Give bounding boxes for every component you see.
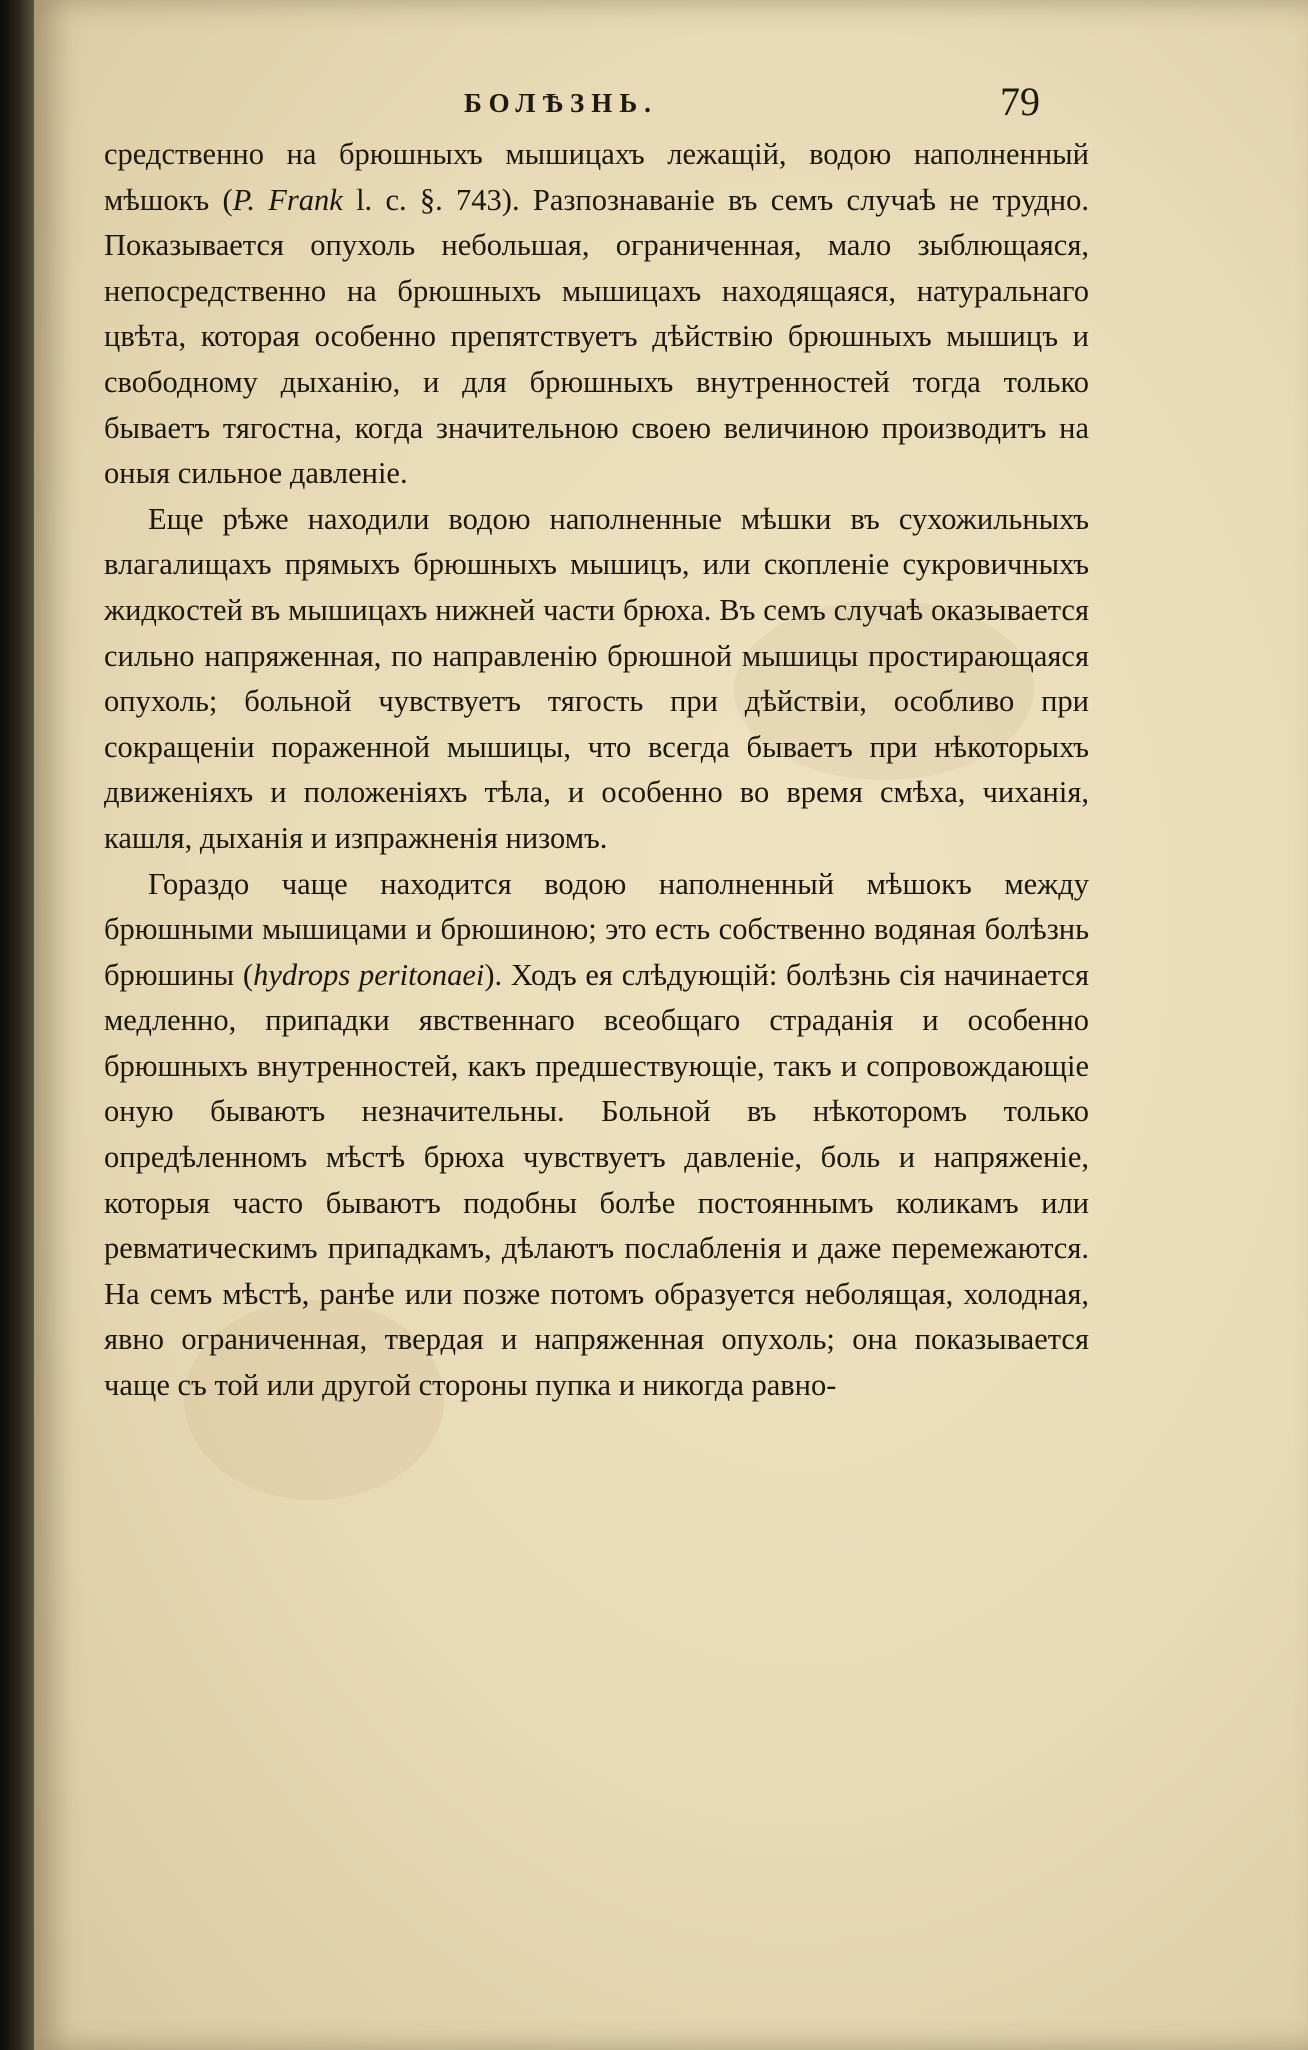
paragraph-1-text-b: l. c. §. 743). Разпознаваніе въ семъ случаѣ не трудно. Показывается опухоль небольшая, ограниченная, мало зыблющаяся, непосредственно на брюшныхъ мышицахъ находящаяся, натуральнаго цвѣта, которая особенно препятствуетъ дѣйствію брюшныхъ мышицъ и свободному дыханію, и для брюшныхъ внутренностей тогда только бываетъ тягостна, когда значительною своею величиною производитъ на оныя сильное давленіе. <box>104 182 1089 491</box>
body-text <box>104 132 1089 1409</box>
paragraph-3-latin-term: hydrops peritonaei <box>253 957 485 992</box>
page-number: 79 <box>1000 79 1040 124</box>
running-head-title: БОЛѢЗНЬ. <box>464 88 658 118</box>
paragraph-1 <box>104 132 1089 497</box>
paragraph-1-text-a: средственно на брюшныхъ мышицахъ лежащій, водою наполненный мѣшокъ ( <box>104 137 1089 217</box>
paragraph-1-citation-author: P. Frank <box>232 182 343 217</box>
book-page <box>34 0 1308 2050</box>
running-head <box>34 78 1308 128</box>
paragraph-2-text: Еще рѣже находили водою наполненные мѣшки въ сухожильныхъ влагалищахъ прямыхъ брюшныхъ мышицъ, или скопленіе сукровичныхъ жидкостей въ мышицахъ нижней части брюха. Въ семъ случаѣ оказывается сильно напряженная, по направленію брюшной мышицы простирающаяся опухоль; больной чувствуетъ тягость при дѣйствіи, особливо при сокращеніи пораженной мышицы, что всегда бываетъ при нѣкоторыхъ движеніяхъ и положеніяхъ тѣла, и особенно во время смѣха, чиханія, кашля, дыханія и изпражненія низомъ. <box>104 501 1089 855</box>
paragraph-3-text-b: ). Ходъ ея слѣдующій: болѣзнь сія начинается медленно, припадки явственнаго всеобщаго страданія и особенно брюшныхъ внутренностей, какъ предшествующіе, такъ и сопровождающіе оную бываютъ незначительны. Больной въ нѣкоторомъ только опредѣленномъ мѣстѣ брюха чувствуетъ давленіе, боль и напряженіе, которыя часто бываютъ подобны болѣе постояннымъ коликамъ или ревматическимъ припадкамъ, дѣлаютъ послабленія и даже перемежаются. На семъ мѣстѣ, ранѣе или позже потомъ образуется неболящая, холодная, явно ограниченная, твердая и напряженная опухоль; она показывается чаще съ той или другой стороны пупка и никогда равно- <box>104 957 1089 1403</box>
book-gutter <box>0 0 34 2050</box>
paragraph-3-text-a: Гораздо чаще находится водою наполненный мѣшокъ между брюшными мышицами и брюшиною; это есть собственно водяная болѣзнь брюшины ( <box>104 866 1089 992</box>
paragraph-2 <box>104 497 1089 862</box>
paragraph-3 <box>104 862 1089 1409</box>
